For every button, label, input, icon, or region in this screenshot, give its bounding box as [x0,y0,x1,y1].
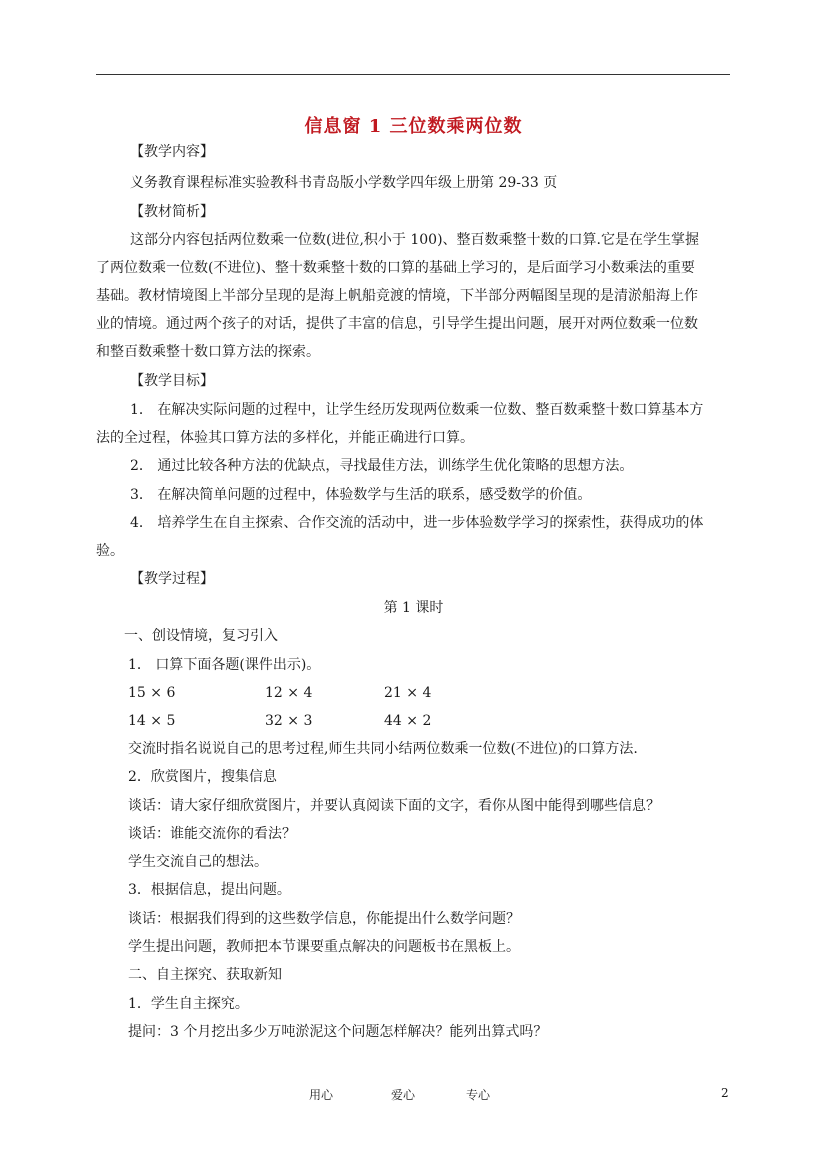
page-number: 2 [721,1086,729,1100]
goal-line: 1． 在解决实际问题的过程中，让学生经历发现两位数乘一位数、整百数乘整十数口算基本方 [130,402,704,418]
footer-word: 专心 [466,1088,491,1102]
goal-line: 2． 通过比较各种方法的优缺点，寻找最佳方法，训练学生优化策略的思想方法。 [130,458,634,474]
header-rule [96,74,730,75]
body-line: 1．学生自主探究。 [128,996,249,1012]
goal-line: 4． 培养学生在自主探索、合作交流的活动中，进一步体验数学学习的探索性，获得成功的体 [130,515,704,531]
content-heading: 【教学内容】 [130,144,214,160]
body-line: 二、自主探究、获取新知 [128,967,282,983]
calc-item: 32 × 3 [265,713,313,729]
step1-heading: 一、创设情境，复习引入 [124,628,278,644]
calc-item: 12 × 4 [265,685,313,701]
goals-heading: 【教学目标】 [130,373,214,389]
step1-item: 1． 口算下面各题(课件出示)。 [128,657,321,673]
analysis-line: 了两位数乘一位数(不进位)、整十数乘整十数的口算的基础上学习的，是后面学习小数乘法的重要 [96,260,695,276]
footer-word: 爱心 [391,1088,416,1102]
body-line: 谈话：请大家仔细欣赏图片，并要认真阅读下面的文字，看你从图中能得到哪些信息？ [128,798,660,814]
goal-line: 3． 在解决简单问题的过程中，体验数学与生活的联系，感受数学的价值。 [130,487,592,503]
body-line: 谈话：谁能交流你的看法？ [128,826,296,842]
body-line: 学生交流自己的想法。 [128,854,268,870]
analysis-line: 基础。教材情境图上半部分呈现的是海上帆船竞渡的情境，下半部分两幅图呈现的是清淤船海上作 [96,288,698,304]
body-line: 3．根据信息，提出问题。 [128,882,291,898]
analysis-heading: 【教材简析】 [130,204,214,220]
goal-line: 验。 [96,543,124,559]
body-line: 2．欣赏图片，搜集信息 [128,769,277,785]
lesson-label: 第 1 课时 [383,600,444,616]
calc-item: 14 × 5 [128,713,176,729]
analysis-line: 业的情境。通过两个孩子的对话，提供了丰富的信息，引导学生提出问题，展开对两位数乘一位数 [96,316,698,332]
footer-word: 用心 [309,1088,334,1102]
content-text: 义务教育课程标准实验教科书青岛版小学数学四年级上册第 29-33 页 [130,175,558,191]
document-title: 信息窗 1 三位数乘两位数 [304,116,523,137]
analysis-line: 这部分内容包括两位数乘一位数(进位,积小于 100)、整百数乘整十数的口算.它是在学生掌握 [130,232,699,248]
calc-item: 21 × 4 [384,685,432,701]
process-heading: 【教学过程】 [130,571,214,587]
body-line: 交流时指名说说自己的思考过程,师生共同小结两位数乘一位数(不进位)的口算方法. [128,741,638,757]
body-line: 谈话：根据我们得到的这些数学信息，你能提出什么数学问题？ [128,911,520,927]
calc-item: 15 × 6 [128,685,176,701]
goal-line: 法的全过程，体验其口算方法的多样化，并能正确进行口算。 [96,430,474,446]
calc-item: 44 × 2 [384,713,432,729]
analysis-line: 和整百数乘整十数口算方法的探索。 [96,344,320,360]
body-line: 学生提出问题，教师把本节课要重点解决的问题板书在黑板上。 [128,939,520,955]
body-line: 提问：3 个月挖出多少万吨淤泥这个问题怎样解决？能列出算式吗？ [128,1024,548,1040]
